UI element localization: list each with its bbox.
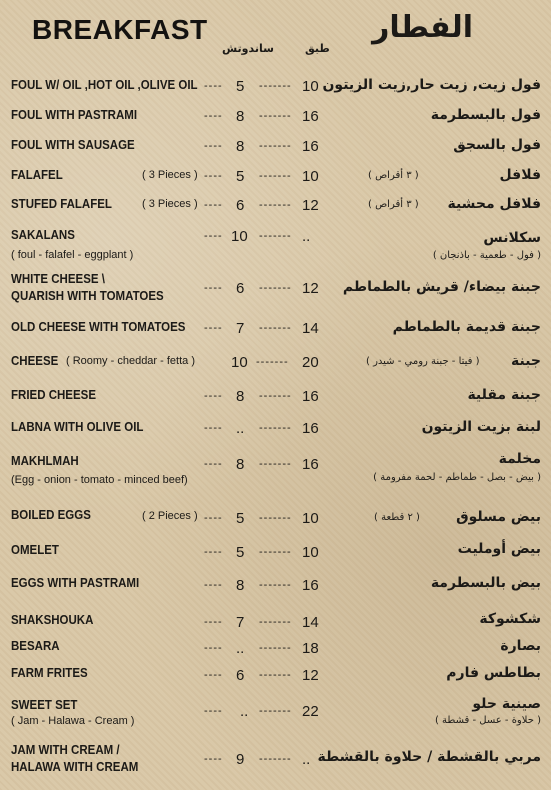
sandwich-price: 8	[236, 388, 245, 405]
item-name-en: WHITE CHEESE \	[11, 272, 105, 286]
plate-price: ..	[302, 228, 311, 245]
dash-separator: -------	[259, 512, 292, 524]
item-note-ar: ( ٢ قطعة )	[374, 512, 420, 523]
plate-price: ..	[302, 751, 311, 768]
sandwich-price: 5	[236, 78, 245, 95]
plate-price: 20	[302, 354, 319, 371]
sandwich-price: ..	[236, 640, 245, 657]
item-note-en: ( Jam - Halawa - Cream )	[11, 715, 135, 727]
item-name-ar: شكشوكة	[479, 611, 541, 627]
sandwich-price: 6	[236, 280, 245, 297]
dash-separator: ----	[204, 458, 223, 470]
plate-price: 16	[302, 420, 319, 437]
dash-separator: ----	[204, 80, 223, 92]
plate-price: 14	[302, 320, 319, 337]
dash-separator: -------	[259, 140, 292, 152]
sandwich-price: 10	[231, 228, 248, 245]
plate-price: 16	[302, 577, 319, 594]
dash-separator: ----	[204, 322, 223, 334]
dash-separator: -------	[259, 110, 292, 122]
dash-separator: -------	[259, 458, 292, 470]
item-name-en: LABNA WITH OLIVE OIL	[11, 420, 144, 434]
plate-price: 12	[302, 667, 319, 684]
plate-price: 10	[302, 168, 319, 185]
item-name-ar: لبنة بزيت الزيتون	[421, 419, 541, 435]
plate-price: 22	[302, 703, 319, 720]
item-name-ar: فلافل محشية	[447, 196, 541, 212]
item-name-ar: بطاطس فارم	[446, 665, 541, 681]
item-name-en: FARM FRITES	[11, 666, 88, 680]
dash-separator: ----	[204, 170, 223, 182]
sandwich-price: 6	[236, 197, 245, 214]
sandwich-price: 5	[236, 544, 245, 561]
item-name-ar: جبنة	[510, 353, 541, 369]
dash-separator: ----	[204, 282, 223, 294]
item-name-en: FOUL W/ OIL ,HOT OIL ,OLIVE OIL	[11, 78, 198, 92]
dash-separator: -------	[259, 579, 292, 591]
item-name-ar: صينية حلو	[472, 696, 541, 712]
item-name-en: FOUL WITH PASTRAMI	[11, 108, 138, 122]
item-name-ar: فول بالبسطرمة	[430, 107, 541, 123]
column-header-sandwich: ساندوتش	[222, 42, 274, 55]
sandwich-price: 8	[236, 138, 245, 155]
item-name-ar: فول زيت, زيت حار,زيت الزيتون	[322, 77, 541, 93]
dash-separator: ----	[204, 422, 223, 434]
plate-price: 12	[302, 280, 319, 297]
dash-separator: -------	[259, 422, 292, 434]
item-name-en: SAKALANS	[11, 228, 75, 242]
sandwich-price: 6	[236, 667, 245, 684]
item-name-ar: بيض مسلوق	[456, 509, 541, 525]
sandwich-price: 8	[236, 577, 245, 594]
sandwich-price: 7	[236, 320, 245, 337]
dash-separator: ----	[204, 512, 223, 524]
dash-separator: -------	[259, 390, 292, 402]
sandwich-price: ..	[240, 703, 249, 720]
dash-separator: -------	[259, 230, 292, 242]
dash-separator: ----	[204, 546, 223, 558]
plate-price: 10	[302, 544, 319, 561]
sandwich-price: 5	[236, 510, 245, 527]
dash-separator: ----	[204, 616, 223, 628]
sandwich-price: 8	[236, 456, 245, 473]
dash-separator: ----	[204, 753, 223, 765]
sandwich-price: 5	[236, 168, 245, 185]
plate-price: 10	[302, 78, 319, 95]
item-name-ar: بيض أومليت	[457, 541, 541, 557]
dash-separator: -------	[259, 322, 292, 334]
dash-separator: -------	[259, 199, 292, 211]
plate-price: 16	[302, 138, 319, 155]
item-name-en: EGGS WITH PASTRAMI	[11, 576, 140, 590]
plate-price: 12	[302, 197, 319, 214]
item-name-en: FALAFEL	[11, 168, 63, 182]
item-name-ar: جبنة بيضاء/ قريش بالطماطم	[342, 279, 541, 295]
item-name-ar: مربي بالقشطة / حلاوة بالقشطة	[317, 749, 541, 765]
item-note-en: ( 3 Pieces )	[142, 169, 198, 181]
dash-separator: ----	[204, 110, 223, 122]
sandwich-price: 7	[236, 614, 245, 631]
item-name-ar: سكلانس	[483, 230, 541, 246]
menu-title-arabic: الفطار	[372, 10, 473, 45]
dash-separator: ----	[204, 140, 223, 152]
item-name-ar: مخلمة	[498, 451, 541, 467]
dash-separator: -------	[259, 705, 292, 717]
dash-separator: ----	[204, 642, 223, 654]
item-name-en: MAKHLMAH	[11, 454, 79, 468]
dash-separator: ----	[204, 230, 223, 242]
dash-separator: -------	[256, 356, 289, 368]
dash-separator: ----	[204, 199, 223, 211]
dash-separator: ----	[204, 669, 223, 681]
menu-title-english: BREAKFAST	[32, 14, 208, 45]
plate-price: 16	[302, 388, 319, 405]
dash-separator: ----	[204, 579, 223, 591]
dash-separator: -------	[259, 753, 292, 765]
item-name-en: BESARA	[11, 639, 60, 653]
item-note-ar: ( ٣ أقراص )	[368, 170, 419, 181]
item-name-en: BOILED EGGS	[11, 508, 91, 522]
item-name-ar: جبنة مقلية	[467, 387, 541, 403]
item-name-ar: بصارة	[500, 638, 541, 654]
item-name-ar: فول بالسجق	[453, 137, 541, 153]
item-name-en-line2: HALAWA WITH CREAM	[11, 760, 139, 774]
sandwich-price: ..	[236, 420, 245, 437]
item-name-ar: جبنة قديمة بالطماطم	[392, 319, 541, 335]
item-note-ar: ( فيتا - جبنة رومي - شيدر )	[366, 356, 480, 367]
item-note-en: ( 2 Pieces )	[142, 510, 198, 522]
plate-price: 18	[302, 640, 319, 657]
item-note-ar: ( ٣ أقراص )	[368, 199, 419, 210]
item-name-en: FOUL WITH SAUSAGE	[11, 138, 135, 152]
dash-separator: ----	[204, 705, 223, 717]
dash-separator: -------	[259, 80, 292, 92]
item-name-en: SWEET SET	[11, 698, 78, 712]
item-note-en: (Egg - onion - tomato - minced beef)	[11, 474, 188, 486]
dash-separator: -------	[259, 546, 292, 558]
plate-price: 16	[302, 456, 319, 473]
item-name-ar: فلافل	[499, 167, 541, 183]
item-name-en: FRIED CHEESE	[11, 388, 96, 402]
dash-separator: -------	[259, 170, 292, 182]
plate-price: 14	[302, 614, 319, 631]
sandwich-price: 10	[231, 354, 248, 371]
item-name-en: JAM WITH CREAM /	[11, 743, 120, 757]
item-note-en: ( foul - falafel - eggplant )	[11, 249, 134, 261]
plate-price: 16	[302, 108, 319, 125]
plate-price: 10	[302, 510, 319, 527]
dash-separator: -------	[259, 282, 292, 294]
item-name-ar: بيض بالبسطرمة	[430, 575, 541, 591]
item-note-ar: ( حلاوة - عسل - قشطة )	[434, 715, 541, 726]
sandwich-price: 9	[236, 751, 245, 768]
sandwich-price: 8	[236, 108, 245, 125]
item-name-en: OMELET	[11, 543, 59, 557]
item-name-en: CHEESE	[11, 354, 59, 368]
dash-separator: ----	[204, 390, 223, 402]
item-note-en: ( 3 Pieces )	[142, 198, 198, 210]
item-note-en: ( Roomy - cheddar - fetta )	[66, 355, 195, 367]
item-name-en: OLD CHEESE WITH TOMATOES	[11, 320, 186, 334]
dash-separator: -------	[259, 669, 292, 681]
dash-separator: -------	[259, 642, 292, 654]
column-header-plate: طبق	[305, 42, 330, 55]
item-note-ar: ( فول - طعمية - باذنجان )	[432, 250, 541, 261]
item-note-ar: ( بيض - بصل - طماطم - لحمة مفرومة )	[373, 472, 541, 483]
item-name-en-line2: QUARISH WITH TOMATOES	[11, 289, 164, 303]
dash-separator: -------	[259, 616, 292, 628]
item-name-en: SHAKSHOUKA	[11, 613, 94, 627]
item-name-en: STUFED FALAFEL	[11, 197, 112, 211]
